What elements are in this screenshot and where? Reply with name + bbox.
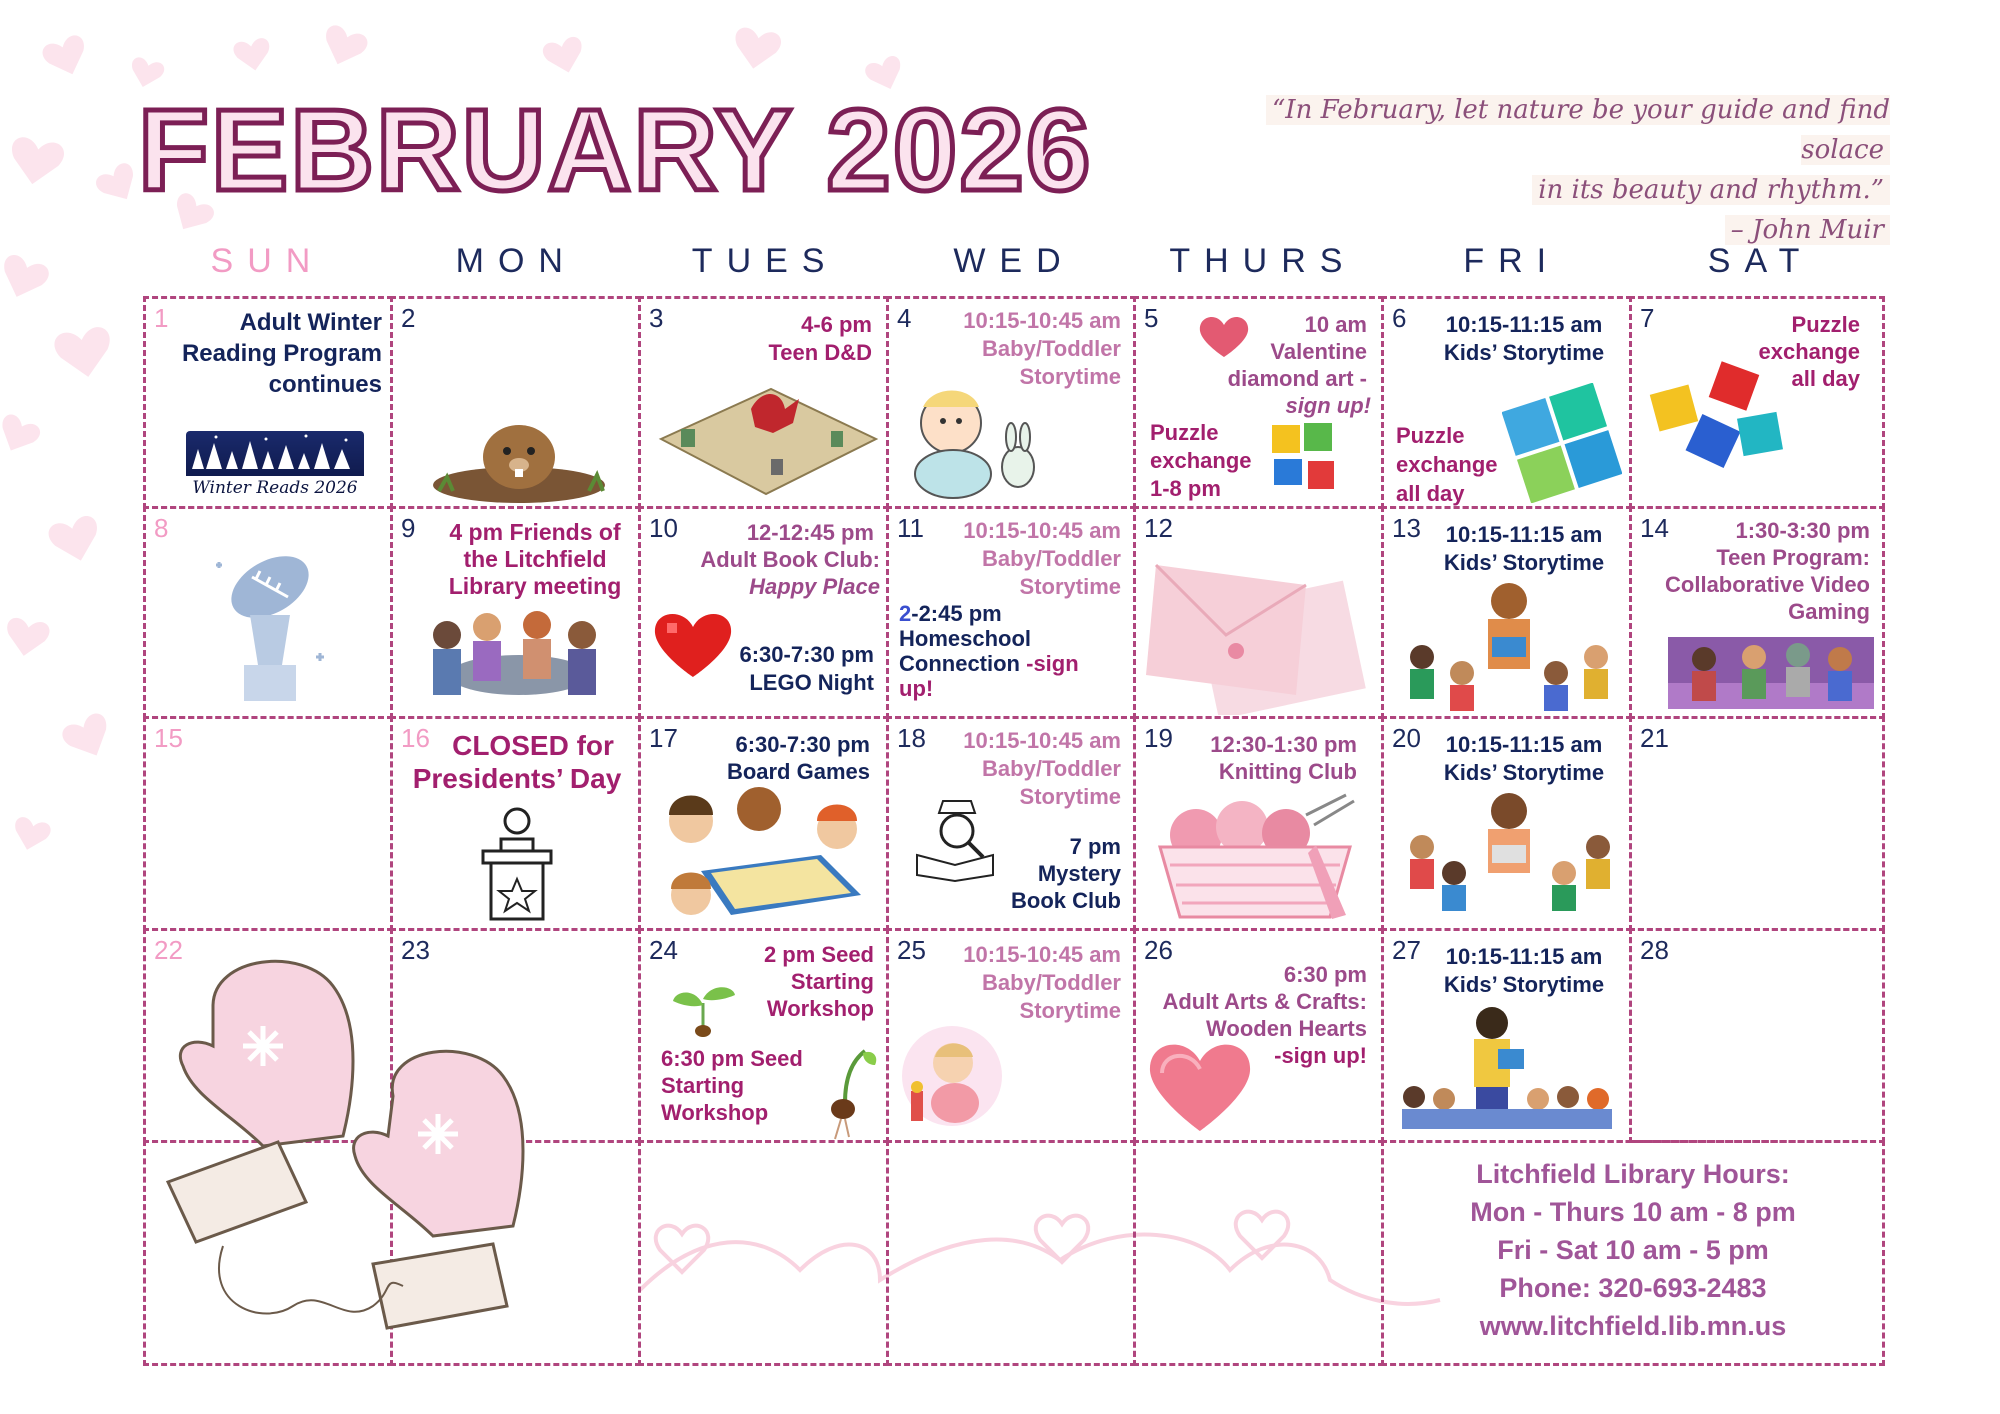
event-signup: up! <box>899 676 934 701</box>
day-number: 11 <box>897 513 924 543</box>
event-title: Connection <box>899 651 1020 676</box>
day-number: 5 <box>1144 303 1159 333</box>
day-cell-25 <box>886 928 1136 1143</box>
day-cell-5 <box>1133 296 1384 509</box>
event-time-part: -2:45 pm <box>911 601 1002 626</box>
day-number: 21 <box>1640 723 1669 753</box>
event-title: Storytime <box>1019 364 1121 389</box>
event-time: 4-6 pm <box>801 312 872 337</box>
day-cell-26 <box>1133 928 1384 1143</box>
weekday-sun: SUN <box>210 242 325 280</box>
day-cell-28 <box>1629 928 1885 1143</box>
event-title: Teen D&D <box>768 340 872 365</box>
library-hours <box>1384 1155 1882 1345</box>
quote <box>1170 90 1890 250</box>
day-number: 25 <box>897 935 926 965</box>
puzzle-pieces-icon <box>1644 359 1794 489</box>
day-number: 26 <box>1144 935 1173 965</box>
day-cell-12 <box>1133 506 1384 719</box>
winter-reads-logo-icon <box>186 431 364 497</box>
event-time: 6:30 pm <box>1283 962 1367 987</box>
event-text: Puzzle exchange all day <box>1396 423 1498 506</box>
day-cell-17 <box>638 716 889 931</box>
weekday-header <box>143 242 1885 281</box>
day-cell-27 <box>1381 928 1632 1143</box>
event-title: Baby/Toddler <box>982 970 1121 995</box>
day-number: 14 <box>1640 513 1669 543</box>
dragon-board-game-icon <box>651 369 881 499</box>
event-text: 2 pm Seed Starting Workshop <box>763 942 874 1021</box>
event-title: LEGO Night <box>749 670 874 695</box>
event-text: Puzzle exchange 1-8 pm <box>1150 420 1252 501</box>
day-cell-9 <box>390 506 641 719</box>
event-text: Adult Winter Reading Program continues <box>181 309 382 398</box>
day-cell-20 <box>1381 716 1632 931</box>
event-title: Kids’ Storytime <box>1443 550 1605 575</box>
weekday-thu: THURS <box>1169 242 1357 280</box>
library-phone: Phone: 320-693-2483 <box>1499 1273 1767 1303</box>
event-title: Baby/Toddler <box>982 546 1121 571</box>
event-title: Homeschool <box>899 626 1032 651</box>
pixel-heart-icon <box>653 607 733 683</box>
event-title: Adult Arts & Crafts: <box>1162 989 1367 1014</box>
event-time: 10:15-10:45 am <box>963 728 1121 753</box>
weekday-wed: WED <box>953 242 1075 280</box>
event-title: Storytime <box>1019 574 1121 599</box>
day-cell-13 <box>1381 506 1632 719</box>
day-number: 20 <box>1392 723 1421 753</box>
day-number: 22 <box>154 935 183 965</box>
page-title: FEBRUARY 2026 <box>138 85 1093 215</box>
day-number: 4 <box>897 303 912 333</box>
calendar-grid <box>143 296 1885 1366</box>
day-cell-6 <box>1381 296 1632 509</box>
event-time: 1:30-3:30 pm <box>1735 518 1870 543</box>
meeting-group-icon <box>407 605 631 715</box>
event-title: Presidents’ Day <box>412 763 622 794</box>
day-cell-16 <box>390 716 641 931</box>
day-number: 24 <box>649 935 678 965</box>
storytime-kids-icon <box>1392 577 1626 715</box>
sprouting-seed-icon <box>811 1043 881 1143</box>
quote-line-2: in its beauty and rhythm.” <box>1532 175 1890 205</box>
day-number: 1 <box>154 303 169 333</box>
library-website-link[interactable]: www.litchfield.lib.mn.us <box>1479 1311 1787 1341</box>
day-cell-19 <box>1133 716 1384 931</box>
event-title: Knitting Club <box>1218 759 1357 784</box>
day-number: 2 <box>401 303 416 333</box>
day-cell-21 <box>1629 716 1885 931</box>
gamers-icon <box>1668 637 1874 709</box>
day-cell-3 <box>638 296 889 509</box>
day-number: 3 <box>649 303 664 333</box>
event-time: 6:30-7:30 pm <box>739 642 874 667</box>
event-time: 12-12:45 pm <box>746 520 874 545</box>
wooden-heart-icon <box>1146 1039 1254 1135</box>
baby-icon <box>903 379 1053 499</box>
event-title: Book Club <box>1011 888 1121 913</box>
day-cell-14 <box>1629 506 1885 719</box>
event-title: Baby/Toddler <box>982 336 1121 361</box>
weekday-mon: MON <box>455 242 577 280</box>
toddler-playing-icon <box>897 1021 1007 1131</box>
event-title: Mystery <box>1037 861 1121 886</box>
event-title: Storytime <box>1019 998 1121 1023</box>
day-number: 27 <box>1392 935 1421 965</box>
day-number: 17 <box>649 723 678 753</box>
event-title: Adult Book Club: <box>700 547 880 572</box>
day-cell-15 <box>143 716 393 931</box>
event-title: Teen Program: <box>1716 545 1870 570</box>
day-number: 12 <box>1144 513 1173 543</box>
event-time: 10:15-11:15 am <box>1445 732 1603 757</box>
podium-icon <box>477 805 557 923</box>
storytime-kids-icon <box>1392 789 1626 917</box>
hours-weekend: Fri - Sat 10 am - 5 pm <box>1497 1235 1769 1265</box>
puzzle-icon <box>1502 383 1622 503</box>
day-number: 10 <box>649 513 678 543</box>
puzzle-icon <box>1266 417 1346 497</box>
day-cell-7 <box>1629 296 1885 509</box>
day-cell-4 <box>886 296 1136 509</box>
day-cell-24 <box>638 928 889 1143</box>
yarn-basket-icon <box>1146 785 1376 925</box>
day-cell-8 <box>143 506 393 719</box>
mittens-icon <box>143 946 593 1366</box>
day-number: 28 <box>1640 935 1669 965</box>
groundhog-icon <box>429 407 609 503</box>
event-text: Puzzle exchange all day <box>1758 312 1860 391</box>
event-title: Collaborative Video <box>1665 572 1870 597</box>
event-text: 4 pm Friends of the Litchfield Library meeting <box>448 519 622 599</box>
trophy-icon <box>206 537 336 707</box>
event-title: Board Games <box>726 759 870 784</box>
empty-cell <box>638 1140 889 1366</box>
event-signup: -sign up! <box>1274 1043 1367 1068</box>
day-number: 8 <box>154 513 169 543</box>
event-signup: sign up! <box>1285 393 1371 418</box>
event-time: 7 pm <box>1069 834 1121 859</box>
day-number: 9 <box>401 513 416 543</box>
event-time: 10:15-10:45 am <box>963 518 1121 543</box>
empty-cell <box>1133 1140 1384 1366</box>
day-number: 23 <box>401 935 430 965</box>
weekday-tue: TUES <box>691 242 839 280</box>
event-title: diamond art - <box>1227 366 1367 391</box>
hours-weekday: Mon - Thurs 10 am - 8 pm <box>1470 1197 1796 1227</box>
day-number: 13 <box>1392 513 1421 543</box>
event-text: 6:30 pm Seed Starting Workshop <box>661 1046 803 1125</box>
event-time: 10 am <box>1304 312 1367 337</box>
heart-icon <box>1198 313 1250 361</box>
weekday-sat: SAT <box>1707 242 1814 280</box>
weekday-fri: FRI <box>1463 242 1561 280</box>
event-signup: -sign <box>1026 651 1079 676</box>
event-title: Kids’ Storytime <box>1443 760 1605 785</box>
event-time: 10:15-11:15 am <box>1445 944 1603 969</box>
event-time: 10:15-11:15 am <box>1445 522 1603 547</box>
event-title: Kids’ Storytime <box>1443 340 1605 365</box>
board-games-icon <box>651 785 881 925</box>
event-title: Valentine <box>1270 339 1367 364</box>
detective-book-icon <box>909 797 1003 883</box>
day-cell-1 <box>143 296 393 509</box>
event-time: 12:30-1:30 pm <box>1210 732 1357 757</box>
event-title: Baby/Toddler <box>982 756 1121 781</box>
library-hours-box <box>1381 1140 1885 1366</box>
quote-author: – John Muir <box>1725 215 1890 245</box>
day-number: 18 <box>897 723 926 753</box>
day-cell-18 <box>886 716 1136 931</box>
event-title: Gaming <box>1788 599 1870 624</box>
event-homeschool <box>899 601 1129 701</box>
hours-heading: Litchfield Library Hours: <box>1476 1159 1790 1189</box>
envelope-icon <box>1136 545 1381 715</box>
event-time: 10:15-11:15 am <box>1445 312 1603 337</box>
event-time-part: 2 <box>899 601 912 626</box>
day-number: 19 <box>1144 723 1173 753</box>
quote-line-1: “In February, let nature be your guide and find solace <box>1266 95 1890 165</box>
event-time: 6:30-7:30 pm <box>735 732 870 757</box>
day-number: 7 <box>1640 303 1655 333</box>
event-title: Storytime <box>1019 784 1121 809</box>
day-cell-11 <box>886 506 1136 719</box>
day-number: 16 <box>401 723 430 753</box>
event-title: Kids’ Storytime <box>1443 972 1605 997</box>
event-time: 10:15-10:45 am <box>963 308 1121 333</box>
event-time: 10:15-10:45 am <box>963 942 1121 967</box>
day-number: 15 <box>154 723 183 753</box>
day-number: 6 <box>1392 303 1407 333</box>
empty-cell <box>886 1140 1136 1366</box>
event-title: CLOSED for <box>452 730 614 761</box>
day-cell-10 <box>638 506 889 719</box>
seedling-icon <box>669 969 739 1039</box>
event-title: Happy Place <box>749 574 880 599</box>
winter-reads-logo-text: Winter Reads 2026 <box>186 476 364 500</box>
storytime-kids-icon <box>1392 1003 1626 1133</box>
day-cell-2 <box>390 296 641 509</box>
event-title: Wooden Hearts <box>1206 1016 1367 1041</box>
